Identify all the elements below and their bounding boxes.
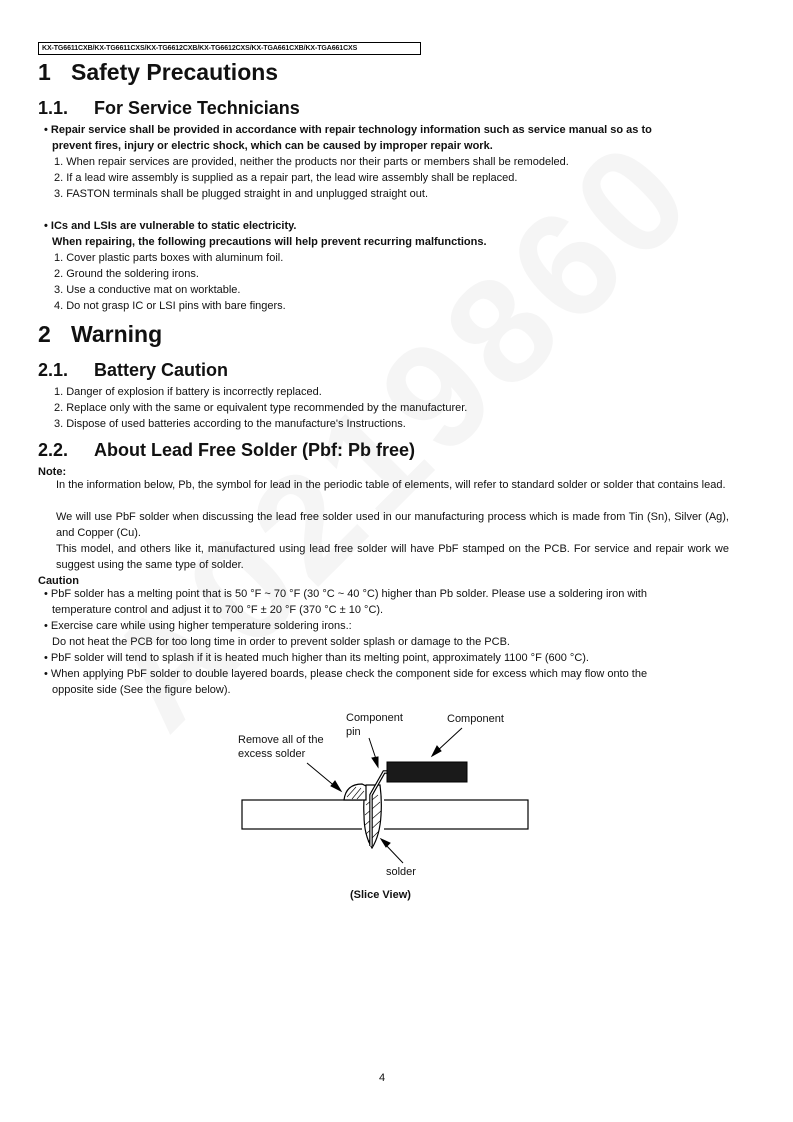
caution-item-1-line2: temperature control and adjust it to 700 °F ± 20 °F (370 °C ± 10 °C). <box>52 604 384 616</box>
caution-label: Caution <box>38 575 79 587</box>
list-item: 2. Replace only with the same or equivalent type recommended by the manufacturer. <box>54 402 468 414</box>
pcb-board <box>242 800 528 829</box>
bullet-static-line2: When repairing, the following precautions will help prevent recurring malfunctions. <box>52 236 487 248</box>
section-2-2-title: About Lead Free Solder (Pbf: Pb free) <box>94 440 416 460</box>
section-2-1-number: 2.1. <box>38 360 69 380</box>
section-2-2-number: 2.2. <box>38 440 69 460</box>
caution-item-4-line2: opposite side (See the figure below). <box>52 684 231 696</box>
bullet-static-line1: • ICs and LSIs are vulnerable to static electricity. <box>44 220 297 232</box>
list-item: 3. Use a conductive mat on worktable. <box>54 284 241 296</box>
list-item: 2. If a lead wire assembly is supplied as a repair part, the lead wire assembly shall be replaced. <box>54 172 518 184</box>
section-1-number: 1 <box>38 59 51 85</box>
label-solder: solder <box>386 866 416 878</box>
caution-item-2-line2: Do not heat the PCB for too long time in order to prevent solder splash or damage to the PCB. <box>52 636 510 648</box>
caution-item-1-line1: • PbF solder has a melting point that is 50 °F ~ 70 °F (30 °C ~ 40 °C) higher than Pb solder. Please use a soldering iron with <box>44 588 647 600</box>
caution-item-4-line1: • When applying PbF solder to double layered boards, please check the component side for excess which may flow onto the <box>44 668 648 680</box>
note-paragraph-1: In the information below, Pb, the symbol for lead in the periodic table of elements, will refer to standard solder or solder that contains lead. <box>56 479 726 491</box>
component-body <box>387 762 467 782</box>
bullet-repair-service-line1: • Repair service shall be provided in accordance with repair technology information such as service manual so as to <box>44 124 652 136</box>
list-item: 1. Danger of explosion if battery is incorrectly replaced. <box>54 386 322 398</box>
label-remove-line2: excess solder <box>238 748 306 760</box>
list-item: 3. Dispose of used batteries according to the manufacture's Instructions. <box>54 418 406 430</box>
list-item: 3. FASTON terminals shall be plugged straight in and unplugged straight out. <box>54 188 429 200</box>
list-item: 1. Cover plastic parts boxes with aluminum foil. <box>54 252 284 264</box>
note-paragraph-2: We will use PbF solder when discussing the lead free solder used in our manufacturing process which is made from Tin (Sn), Silver (Ag), and Copper (Cu). <box>56 511 729 539</box>
section-1-title: Safety Precautions <box>71 59 279 85</box>
caution-item-3: • PbF solder will tend to splash if it is heated much higher than its melting point, approximately 1100 °F (600 °C). <box>44 652 589 664</box>
section-2-title: Warning <box>71 321 163 347</box>
note-label: Note: <box>38 466 67 478</box>
section-2-number: 2 <box>38 321 51 347</box>
note-paragraph-3: This model, and others like it, manufactured using lead free solder will have PbF stamped on the PCB. For service and repair work we suggest using the same type of solder. <box>56 543 729 571</box>
page-number: 4 <box>379 1072 386 1084</box>
section-1-1-number: 1.1. <box>38 98 69 118</box>
list-item: 4. Do not grasp IC or LSI pins with bare fingers. <box>54 300 286 312</box>
excess-solder <box>344 784 366 800</box>
label-component-pin-line2: pin <box>346 726 361 738</box>
list-item: 1. When repair services are provided, neither the products nor their parts or members shall be remodeled. <box>54 156 569 168</box>
bullet-repair-service-line2: prevent fires, injury or electric shock, which can be caused by improper repair work. <box>52 140 493 152</box>
caution-item-2-line1: • Exercise care while using higher temperature soldering irons.: <box>44 620 352 632</box>
section-2-1-title: Battery Caution <box>94 360 229 380</box>
model-number-header: KX-TG6611CXB/KX-TG6611CXS/KX-TG6612CXB/KX-TG6612CXS/KX-TGA661CXB/KX-TGA661CXS <box>38 42 421 55</box>
section-1-1-title: For Service Technicians <box>94 98 300 118</box>
list-item: 2. Ground the soldering irons. <box>54 268 199 280</box>
label-remove-line1: Remove all of the <box>238 734 324 746</box>
label-component: Component <box>447 713 504 725</box>
figure-caption: (Slice View) <box>350 889 411 901</box>
label-component-pin-line1: Component <box>346 712 403 724</box>
